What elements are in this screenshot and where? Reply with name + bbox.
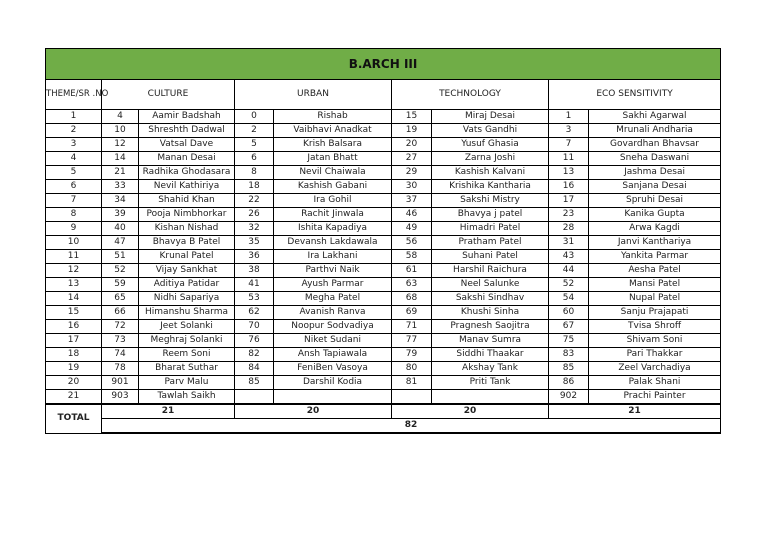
culture-roll-no-cell: 10 bbox=[102, 124, 139, 138]
eco-roll-no-cell: 23 bbox=[549, 208, 589, 222]
culture-roll-no-cell: 65 bbox=[102, 292, 139, 306]
table-row bbox=[46, 390, 721, 405]
urban-roll-no-cell: 22 bbox=[235, 194, 274, 208]
technology-student-name-cell: Yusuf Ghasia bbox=[432, 138, 549, 152]
technology-roll-no-cell: 49 bbox=[392, 222, 432, 236]
eco-student-name-cell: Arwa Kagdi bbox=[589, 222, 721, 236]
table-body bbox=[46, 110, 721, 405]
sr-no-cell: 6 bbox=[46, 180, 102, 194]
technology-roll-no-cell: 58 bbox=[392, 250, 432, 264]
urban-student-name-cell: Ishita Kapadiya bbox=[274, 222, 392, 236]
urban-student-name-cell: Nevil Chaiwala bbox=[274, 166, 392, 180]
student-allocation-table bbox=[45, 48, 721, 434]
culture-roll-no-cell: 12 bbox=[102, 138, 139, 152]
urban-student-name-cell: Vaibhavi Anadkat bbox=[274, 124, 392, 138]
urban-roll-no-cell: 84 bbox=[235, 362, 274, 376]
eco-roll-no-cell: 3 bbox=[549, 124, 589, 138]
urban-student-name-cell: Niket Sudani bbox=[274, 334, 392, 348]
urban-student-name-cell: Darshil Kodia bbox=[274, 376, 392, 390]
table-row bbox=[46, 166, 721, 180]
table-row bbox=[46, 376, 721, 390]
technology-roll-no-cell: 69 bbox=[392, 306, 432, 320]
eco-student-name-cell: Tvisa Shroff bbox=[589, 320, 721, 334]
technology-student-name-cell: Kashish Kalvani bbox=[432, 166, 549, 180]
eco-roll-no-cell: 902 bbox=[549, 390, 589, 405]
sr-no-cell: 21 bbox=[46, 390, 102, 405]
technology-student-name-cell: Harshil Raichura bbox=[432, 264, 549, 278]
sr-no-cell: 9 bbox=[46, 222, 102, 236]
culture-student-name-cell: Shreshth Dadwal bbox=[139, 124, 235, 138]
technology-student-name-cell: Suhani Patel bbox=[432, 250, 549, 264]
technology-student-name-cell: Sakshi Mistry bbox=[432, 194, 549, 208]
eco-student-name-cell: Mrunali Andharia bbox=[589, 124, 721, 138]
technology-student-name-cell bbox=[432, 390, 549, 405]
sr-no-cell: 10 bbox=[46, 236, 102, 250]
sr-no-cell: 13 bbox=[46, 278, 102, 292]
sr-no-cell: 16 bbox=[46, 320, 102, 334]
eco-student-name-cell: Jashma Desai bbox=[589, 166, 721, 180]
header-row bbox=[46, 80, 721, 110]
urban-student-name-cell: Ayush Parmar bbox=[274, 278, 392, 292]
eco-roll-no-cell: 17 bbox=[549, 194, 589, 208]
culture-roll-no-cell: 901 bbox=[102, 376, 139, 390]
eco-roll-no-cell: 28 bbox=[549, 222, 589, 236]
culture-roll-no-cell: 78 bbox=[102, 362, 139, 376]
culture-roll-no-cell: 39 bbox=[102, 208, 139, 222]
culture-header: CULTURE bbox=[102, 80, 235, 110]
culture-roll-no-cell: 40 bbox=[102, 222, 139, 236]
sr-no-cell: 5 bbox=[46, 166, 102, 180]
technology-roll-no-cell: 77 bbox=[392, 334, 432, 348]
eco-roll-no-cell: 85 bbox=[549, 362, 589, 376]
culture-student-name-cell: Pooja Nimbhorkar bbox=[139, 208, 235, 222]
urban-student-name-cell: Ira Lakhani bbox=[274, 250, 392, 264]
urban-roll-no-cell: 8 bbox=[235, 166, 274, 180]
technology-roll-no-cell: 19 bbox=[392, 124, 432, 138]
urban-student-name-cell: Kashish Gabani bbox=[274, 180, 392, 194]
eco-student-name-cell: Janvi Kanthariya bbox=[589, 236, 721, 250]
table-row bbox=[46, 222, 721, 236]
eco-student-name-cell: Kanika Gupta bbox=[589, 208, 721, 222]
sr-no-cell: 14 bbox=[46, 292, 102, 306]
urban-roll-no-cell: 85 bbox=[235, 376, 274, 390]
technology-student-name-cell: Vats Gandhi bbox=[432, 124, 549, 138]
eco-student-name-cell: Sneha Daswani bbox=[589, 152, 721, 166]
table-row bbox=[46, 320, 721, 334]
culture-student-name-cell: Aditiya Patidar bbox=[139, 278, 235, 292]
table-row bbox=[46, 152, 721, 166]
total-row bbox=[46, 404, 721, 419]
sr-no-header: THEME/SR .NO bbox=[46, 80, 102, 110]
table-row bbox=[46, 180, 721, 194]
culture-student-name-cell: Krunal Patel bbox=[139, 250, 235, 264]
eco-roll-no-cell: 44 bbox=[549, 264, 589, 278]
culture-total: 21 bbox=[102, 404, 235, 419]
technology-student-name-cell: Krishika Kantharia bbox=[432, 180, 549, 194]
culture-student-name-cell: Bharat Suthar bbox=[139, 362, 235, 376]
sr-no-cell: 7 bbox=[46, 194, 102, 208]
eco-student-name-cell: Sanjana Desai bbox=[589, 180, 721, 194]
culture-student-name-cell: Aamir Badshah bbox=[139, 110, 235, 124]
culture-roll-no-cell: 903 bbox=[102, 390, 139, 405]
urban-student-name-cell: Jatan Bhatt bbox=[274, 152, 392, 166]
table-row bbox=[46, 236, 721, 250]
culture-roll-no-cell: 33 bbox=[102, 180, 139, 194]
eco-roll-no-cell: 31 bbox=[549, 236, 589, 250]
sr-no-cell: 8 bbox=[46, 208, 102, 222]
table-row bbox=[46, 250, 721, 264]
technology-student-name-cell: Pratham Patel bbox=[432, 236, 549, 250]
technology-roll-no-cell: 80 bbox=[392, 362, 432, 376]
technology-student-name-cell: Siddhi Thaakar bbox=[432, 348, 549, 362]
culture-student-name-cell: Vijay Sankhat bbox=[139, 264, 235, 278]
urban-roll-no-cell: 6 bbox=[235, 152, 274, 166]
urban-roll-no-cell: 82 bbox=[235, 348, 274, 362]
culture-roll-no-cell: 14 bbox=[102, 152, 139, 166]
technology-roll-no-cell: 20 bbox=[392, 138, 432, 152]
table-row bbox=[46, 278, 721, 292]
technology-roll-no-cell: 63 bbox=[392, 278, 432, 292]
technology-roll-no-cell: 30 bbox=[392, 180, 432, 194]
urban-student-name-cell: Noopur Sodvadiya bbox=[274, 320, 392, 334]
table-title: B.ARCH III bbox=[46, 49, 721, 80]
eco-roll-no-cell: 52 bbox=[549, 278, 589, 292]
technology-total: 20 bbox=[392, 404, 549, 419]
table-row bbox=[46, 264, 721, 278]
culture-student-name-cell: Shahid Khan bbox=[139, 194, 235, 208]
technology-roll-no-cell: 46 bbox=[392, 208, 432, 222]
technology-student-name-cell: Sakshi Sindhav bbox=[432, 292, 549, 306]
table-row bbox=[46, 362, 721, 376]
urban-student-name-cell: Megha Patel bbox=[274, 292, 392, 306]
urban-student-name-cell: Rachit Jinwala bbox=[274, 208, 392, 222]
urban-roll-no-cell: 36 bbox=[235, 250, 274, 264]
urban-roll-no-cell: 53 bbox=[235, 292, 274, 306]
table-row bbox=[46, 110, 721, 124]
eco-roll-no-cell: 43 bbox=[549, 250, 589, 264]
table-row bbox=[46, 138, 721, 152]
urban-roll-no-cell: 76 bbox=[235, 334, 274, 348]
urban-roll-no-cell: 41 bbox=[235, 278, 274, 292]
eco-student-name-cell: Pari Thakkar bbox=[589, 348, 721, 362]
eco-roll-no-cell: 86 bbox=[549, 376, 589, 390]
eco-student-name-cell: Govardhan Bhavsar bbox=[589, 138, 721, 152]
urban-roll-no-cell: 35 bbox=[235, 236, 274, 250]
culture-roll-no-cell: 66 bbox=[102, 306, 139, 320]
technology-roll-no-cell: 15 bbox=[392, 110, 432, 124]
urban-student-name-cell: Devansh Lakdawala bbox=[274, 236, 392, 250]
sr-no-cell: 18 bbox=[46, 348, 102, 362]
technology-student-name-cell: Bhavya j patel bbox=[432, 208, 549, 222]
urban-roll-no-cell: 32 bbox=[235, 222, 274, 236]
eco-student-name-cell: Aesha Patel bbox=[589, 264, 721, 278]
sr-no-cell: 17 bbox=[46, 334, 102, 348]
total-label: TOTAL bbox=[46, 404, 102, 433]
urban-student-name-cell: Rishab bbox=[274, 110, 392, 124]
culture-student-name-cell: Himanshu Sharma bbox=[139, 306, 235, 320]
sr-no-cell: 15 bbox=[46, 306, 102, 320]
sr-no-cell: 1 bbox=[46, 110, 102, 124]
culture-roll-no-cell: 59 bbox=[102, 278, 139, 292]
culture-student-name-cell: Nidhi Sapariya bbox=[139, 292, 235, 306]
urban-student-name-cell bbox=[274, 390, 392, 405]
culture-roll-no-cell: 52 bbox=[102, 264, 139, 278]
technology-student-name-cell: Pragnesh Saojitra bbox=[432, 320, 549, 334]
eco-roll-no-cell: 7 bbox=[549, 138, 589, 152]
culture-student-name-cell: Vatsal Dave bbox=[139, 138, 235, 152]
culture-roll-no-cell: 21 bbox=[102, 166, 139, 180]
urban-header: URBAN bbox=[235, 80, 392, 110]
eco-sensitivity-header: ECO SENSITIVITY bbox=[549, 80, 721, 110]
culture-student-name-cell: Tawlah Saikh bbox=[139, 390, 235, 405]
grand-total: 82 bbox=[102, 419, 721, 434]
sr-no-cell: 2 bbox=[46, 124, 102, 138]
eco-roll-no-cell: 83 bbox=[549, 348, 589, 362]
eco-roll-no-cell: 60 bbox=[549, 306, 589, 320]
urban-roll-no-cell: 18 bbox=[235, 180, 274, 194]
sr-no-cell: 11 bbox=[46, 250, 102, 264]
culture-student-name-cell: Reem Soni bbox=[139, 348, 235, 362]
sr-no-cell: 19 bbox=[46, 362, 102, 376]
eco-student-name-cell: Yankita Parmar bbox=[589, 250, 721, 264]
culture-roll-no-cell: 34 bbox=[102, 194, 139, 208]
eco-student-name-cell: Sanju Prajapati bbox=[589, 306, 721, 320]
urban-roll-no-cell: 5 bbox=[235, 138, 274, 152]
urban-roll-no-cell: 38 bbox=[235, 264, 274, 278]
technology-student-name-cell: Neel Salunke bbox=[432, 278, 549, 292]
eco-student-name-cell: Sakhi Agarwal bbox=[589, 110, 721, 124]
technology-student-name-cell: Miraj Desai bbox=[432, 110, 549, 124]
eco-sensitivity-total: 21 bbox=[549, 404, 721, 419]
technology-student-name-cell: Himadri Patel bbox=[432, 222, 549, 236]
urban-roll-no-cell: 2 bbox=[235, 124, 274, 138]
culture-roll-no-cell: 51 bbox=[102, 250, 139, 264]
technology-roll-no-cell: 27 bbox=[392, 152, 432, 166]
table-row bbox=[46, 348, 721, 362]
sr-no-cell: 3 bbox=[46, 138, 102, 152]
table-row bbox=[46, 306, 721, 320]
sr-no-cell: 12 bbox=[46, 264, 102, 278]
eco-student-name-cell: Shivam Soni bbox=[589, 334, 721, 348]
culture-student-name-cell: Meghraj Solanki bbox=[139, 334, 235, 348]
technology-student-name-cell: Khushi Sinha bbox=[432, 306, 549, 320]
sr-no-cell: 4 bbox=[46, 152, 102, 166]
eco-student-name-cell: Palak Shani bbox=[589, 376, 721, 390]
eco-roll-no-cell: 67 bbox=[549, 320, 589, 334]
urban-student-name-cell: FeniBen Vasoya bbox=[274, 362, 392, 376]
culture-student-name-cell: Bhavya B Patel bbox=[139, 236, 235, 250]
eco-roll-no-cell: 16 bbox=[549, 180, 589, 194]
culture-student-name-cell: Nevil Kathiriya bbox=[139, 180, 235, 194]
sr-no-cell: 20 bbox=[46, 376, 102, 390]
culture-student-name-cell: Jeet Solanki bbox=[139, 320, 235, 334]
urban-student-name-cell: Ansh Tapiawala bbox=[274, 348, 392, 362]
urban-roll-no-cell bbox=[235, 390, 274, 405]
culture-roll-no-cell: 73 bbox=[102, 334, 139, 348]
culture-roll-no-cell: 4 bbox=[102, 110, 139, 124]
grand-total-row bbox=[46, 419, 721, 434]
table-row bbox=[46, 194, 721, 208]
culture-student-name-cell: Radhika Ghodasara bbox=[139, 166, 235, 180]
technology-roll-no-cell: 56 bbox=[392, 236, 432, 250]
technology-roll-no-cell: 81 bbox=[392, 376, 432, 390]
table-row bbox=[46, 292, 721, 306]
culture-roll-no-cell: 72 bbox=[102, 320, 139, 334]
culture-student-name-cell: Parv Malu bbox=[139, 376, 235, 390]
urban-total: 20 bbox=[235, 404, 392, 419]
eco-student-name-cell: Prachi Painter bbox=[589, 390, 721, 405]
technology-student-name-cell: Priti Tank bbox=[432, 376, 549, 390]
table-row bbox=[46, 124, 721, 138]
technology-roll-no-cell: 37 bbox=[392, 194, 432, 208]
urban-roll-no-cell: 26 bbox=[235, 208, 274, 222]
urban-student-name-cell: Ira Gohil bbox=[274, 194, 392, 208]
urban-roll-no-cell: 62 bbox=[235, 306, 274, 320]
urban-student-name-cell: Parthvi Naik bbox=[274, 264, 392, 278]
table-row bbox=[46, 334, 721, 348]
technology-roll-no-cell: 71 bbox=[392, 320, 432, 334]
technology-roll-no-cell bbox=[392, 390, 432, 405]
urban-student-name-cell: Krish Balsara bbox=[274, 138, 392, 152]
technology-roll-no-cell: 29 bbox=[392, 166, 432, 180]
technology-roll-no-cell: 68 bbox=[392, 292, 432, 306]
eco-student-name-cell: Spruhi Desai bbox=[589, 194, 721, 208]
eco-roll-no-cell: 54 bbox=[549, 292, 589, 306]
urban-roll-no-cell: 0 bbox=[235, 110, 274, 124]
technology-student-name-cell: Manav Sumra bbox=[432, 334, 549, 348]
culture-roll-no-cell: 74 bbox=[102, 348, 139, 362]
technology-student-name-cell: Zarna Joshi bbox=[432, 152, 549, 166]
eco-roll-no-cell: 13 bbox=[549, 166, 589, 180]
culture-student-name-cell: Kishan Nishad bbox=[139, 222, 235, 236]
eco-student-name-cell: Mansi Patel bbox=[589, 278, 721, 292]
eco-roll-no-cell: 11 bbox=[549, 152, 589, 166]
technology-roll-no-cell: 79 bbox=[392, 348, 432, 362]
culture-student-name-cell: Manan Desai bbox=[139, 152, 235, 166]
technology-roll-no-cell: 61 bbox=[392, 264, 432, 278]
technology-header: TECHNOLOGY bbox=[392, 80, 549, 110]
table-row bbox=[46, 208, 721, 222]
eco-student-name-cell: Zeel Varchadiya bbox=[589, 362, 721, 376]
urban-student-name-cell: Avanish Ranva bbox=[274, 306, 392, 320]
urban-roll-no-cell: 70 bbox=[235, 320, 274, 334]
eco-roll-no-cell: 75 bbox=[549, 334, 589, 348]
eco-student-name-cell: Nupal Patel bbox=[589, 292, 721, 306]
eco-roll-no-cell: 1 bbox=[549, 110, 589, 124]
culture-roll-no-cell: 47 bbox=[102, 236, 139, 250]
technology-student-name-cell: Akshay Tank bbox=[432, 362, 549, 376]
